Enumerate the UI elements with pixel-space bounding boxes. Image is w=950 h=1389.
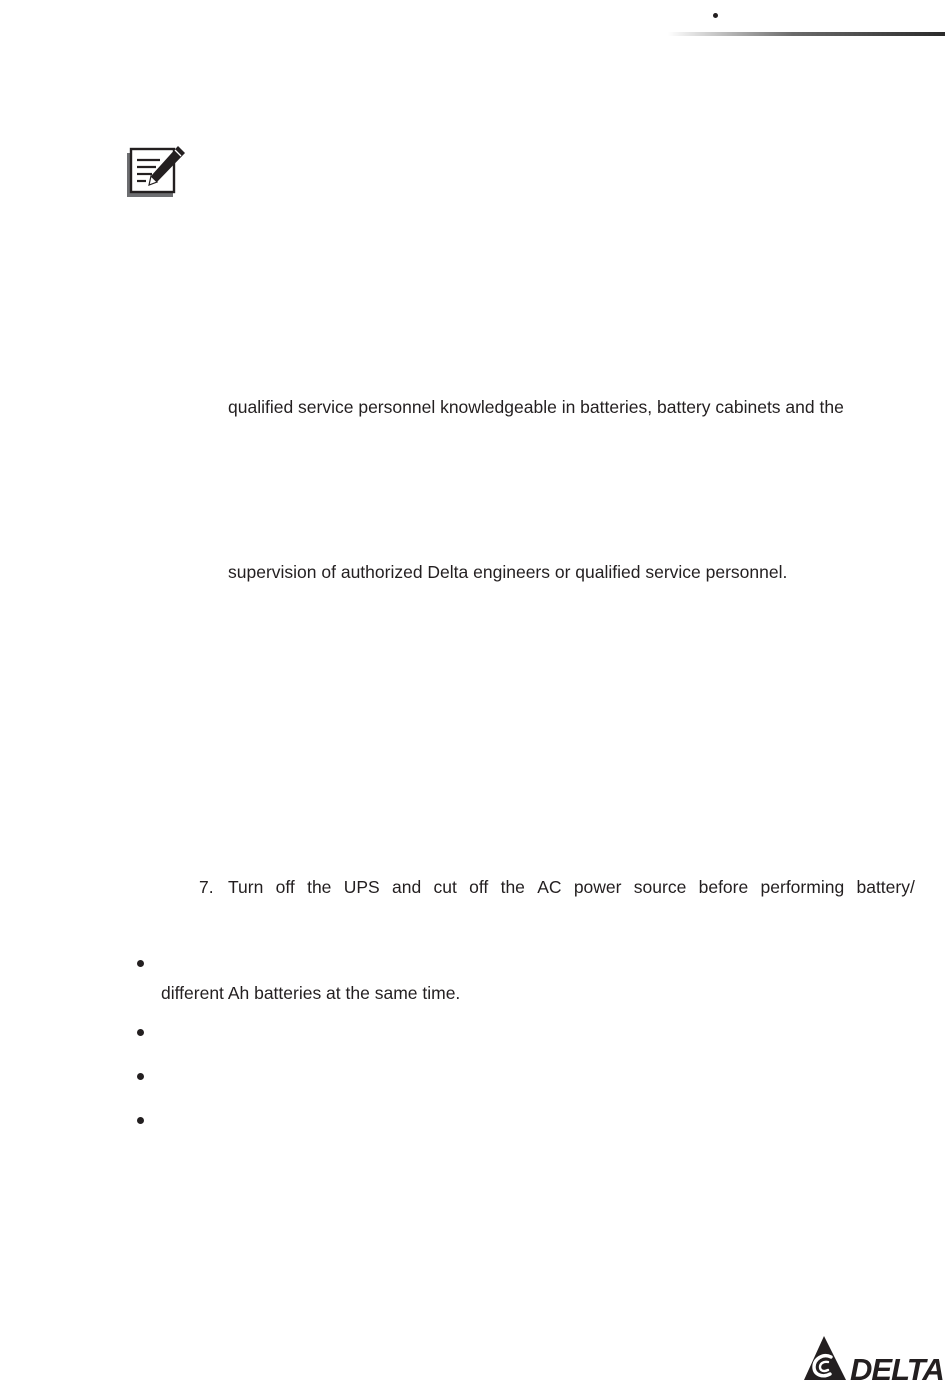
header-bullet: [713, 13, 718, 18]
list-item-word: the: [500, 877, 525, 897]
bullet-dot: [137, 1073, 144, 1080]
list-item-word: Turn: [228, 877, 264, 897]
list-item-word: power: [573, 877, 622, 897]
logo-text: DELTA: [850, 1352, 944, 1384]
list-item-word: off: [469, 877, 489, 897]
list-item-word: before: [698, 877, 749, 897]
bullet-continuation-text: different Ah batteries at the same time.: [161, 983, 461, 1003]
list-item-word: battery/: [856, 877, 915, 897]
list-item-word: and: [391, 877, 422, 897]
header-rule: [668, 32, 945, 36]
text-line-qualified: qualified service personnel knowledgeable in batteries, battery cabinets and the: [228, 397, 844, 417]
bullet-dot: [137, 960, 144, 967]
list-item-word: UPS: [343, 877, 380, 897]
bullet-dot: [137, 1117, 144, 1124]
list-item-word: AC: [537, 877, 562, 897]
list-item-word: the: [307, 877, 332, 897]
text-line-supervision: supervision of authorized Delta engineers or qualified service personnel.: [228, 562, 788, 582]
list-item-word: source: [633, 877, 687, 897]
list-item-text: [228, 876, 915, 898]
bullet-dot: [137, 1029, 144, 1036]
list-item-number: 7.: [199, 877, 214, 897]
delta-logo-icon: [800, 1334, 946, 1384]
note-pencil-icon: [124, 144, 188, 200]
list-item-word: performing: [760, 877, 845, 897]
list-item-word: off: [275, 877, 295, 897]
list-item-word: cut: [433, 877, 457, 897]
